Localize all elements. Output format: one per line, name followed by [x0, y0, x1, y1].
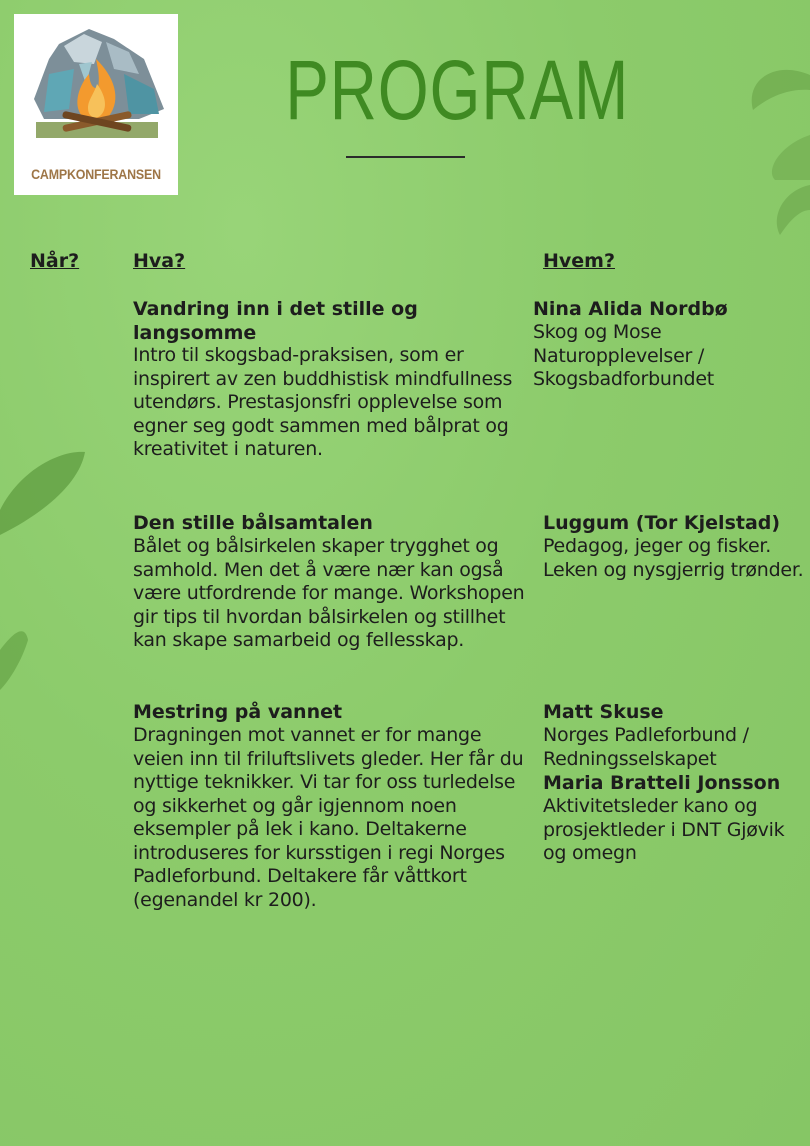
presenter-name: Nina Alida Nordbø — [533, 298, 728, 320]
session-title: Den stille bålsamtalen — [133, 512, 373, 534]
session-title: Mestring på vannet — [133, 701, 343, 723]
column-header-what: Hva? — [133, 250, 186, 272]
session-description: Bålet og bålsirkelen skaper trygghet og samhold. Men det å være nær kan også være utfordrende for mange. Workshopen gir tips til hvordan bålsirkelen og stillhet kan skape samarbeid og fellesskap. — [133, 535, 525, 651]
leaf-decoration-left — [0, 440, 95, 700]
leaf-decoration-right — [765, 175, 810, 265]
leaf-decoration-top-right — [735, 50, 810, 180]
presenter-name: Matt Skuse — [543, 701, 664, 723]
session-title: Vandring inn i det stille og langsomme — [133, 298, 418, 344]
presenter-name: Luggum (Tor Kjelstad) — [543, 512, 781, 534]
column-header-who: Hvem? — [543, 250, 615, 272]
logo-caption: CAMPKONFERANSEN — [31, 167, 161, 182]
presenter-name: Maria Bratteli Jonsson — [543, 772, 781, 794]
presenter-role: Norges Padleforbund / Redningsselskapet — [543, 724, 749, 770]
page-title: PROGRAM — [285, 43, 630, 137]
presenter-role: Aktivitetsleder kano og prosjektleder i DNT Gjøvik og omegn — [543, 795, 785, 864]
mountain-campfire-icon — [14, 14, 178, 164]
session-description: Dragningen mot vannet er for mange veien inn til friluftslivets gleder. Her får du nyttige teknikker. Vi tar for oss turledelse og sikkerhet og går igjennom noen eksempler på lek i kano. Deltakerne introduseres for kursstigen i regi Norges Padleforbund. Deltakere får våttkort (egenandel kr 200). — [133, 724, 524, 911]
title-underline — [346, 156, 465, 158]
column-header-when: Når? — [30, 250, 80, 272]
session-description: Intro til skogsbad-praksisen, som er inspirert av zen buddhistisk mindfullness utendørs. Prestasjonsfri opplevelse som egner seg godt sammen med bålprat og kreativitet i naturen. — [133, 344, 513, 460]
presenter-role: Skog og Mose Naturopplevelser / Skogsbadforbundet — [533, 321, 714, 390]
presenter-role: Pedagog, jeger og fisker. Leken og nysgjerrig trønder. — [543, 535, 804, 581]
campkonferansen-logo — [14, 14, 178, 195]
